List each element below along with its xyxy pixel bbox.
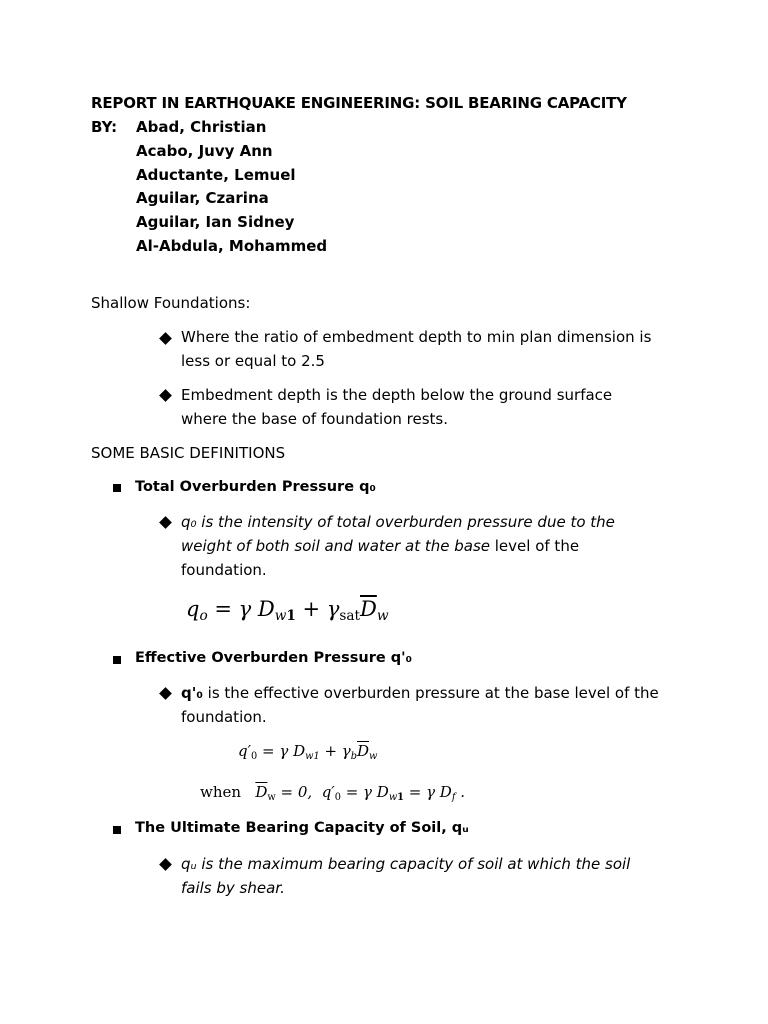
- when-condition-equation: when $\overline{D}_w = 0$, $q'_0 = \gamma$ $D_{w1} = \gamma$ $D_f$ .: [200, 783, 465, 803]
- square-bullet-icon: [113, 484, 121, 492]
- total-overburden-description: [181, 510, 651, 582]
- author-6: Al-Abdula, Mohammed: [136, 237, 328, 255]
- shallow-bullet-2: Embedment depth is the depth below the ground surface where the base of foundation rests.: [181, 386, 613, 428]
- when-label: when: [200, 783, 242, 801]
- effective-overburden-heading: Effective Overburden Pressure q'₀: [135, 650, 412, 666]
- shallow-bullet-1: Where the ratio of embedment depth to min plan dimension is less or equal to 2.5: [181, 328, 652, 370]
- total-desc-normal: level of the foundation.: [181, 537, 580, 579]
- effective-overburden-equation: $q'_0 = \gamma$ $D_{w1} + \gamma_b\overline{D}_w$: [238, 742, 378, 762]
- diamond-bullet-icon: [159, 332, 172, 345]
- ultimate-bearing-heading: The Ultimate Bearing Capacity of Soil, qᵤ: [135, 820, 469, 836]
- total-overburden-equation: $q_o = \gamma$ $D_{w1} + \gamma_{sat}\overline{D}_w$: [186, 597, 389, 625]
- author-3: Aductante, Lemuel: [136, 166, 296, 184]
- diamond-bullet-icon: [159, 516, 172, 529]
- effective-desc-normal: is the effective overburden pressure at the base level of the foundation.: [181, 684, 659, 726]
- diamond-bullet-icon: [159, 389, 172, 402]
- diamond-bullet-icon: [159, 687, 172, 700]
- effective-desc-bold: q'₀: [181, 684, 203, 702]
- report-title: REPORT IN EARTHQUAKE ENGINEERING: SOIL BEARING CAPACITY: [91, 94, 627, 112]
- total-desc-italic: q₀ is the intensity of total overburden pressure due to the weight of both soil and water at the base: [181, 513, 615, 555]
- effective-overburden-description: [181, 681, 681, 729]
- author-5: Aguilar, Ian Sidney: [136, 213, 295, 231]
- basic-definitions-heading: SOME BASIC DEFINITIONS: [91, 444, 286, 462]
- diamond-bullet-icon: [159, 858, 172, 871]
- shallow-foundations-heading: Shallow Foundations:: [91, 294, 251, 312]
- total-overburden-heading: Total Overburden Pressure q₀: [135, 479, 376, 495]
- ultimate-bearing-description: qᵤ is the maximum bearing capacity of soil at which the soil fails by shear.: [181, 855, 631, 897]
- author-4: Aguilar, Czarina: [136, 189, 269, 207]
- author-2: Acabo, Juvy Ann: [136, 142, 273, 160]
- square-bullet-icon: [113, 656, 121, 664]
- author-1: Abad, Christian: [136, 118, 267, 136]
- square-bullet-icon: [113, 826, 121, 834]
- by-label: BY:: [91, 118, 118, 136]
